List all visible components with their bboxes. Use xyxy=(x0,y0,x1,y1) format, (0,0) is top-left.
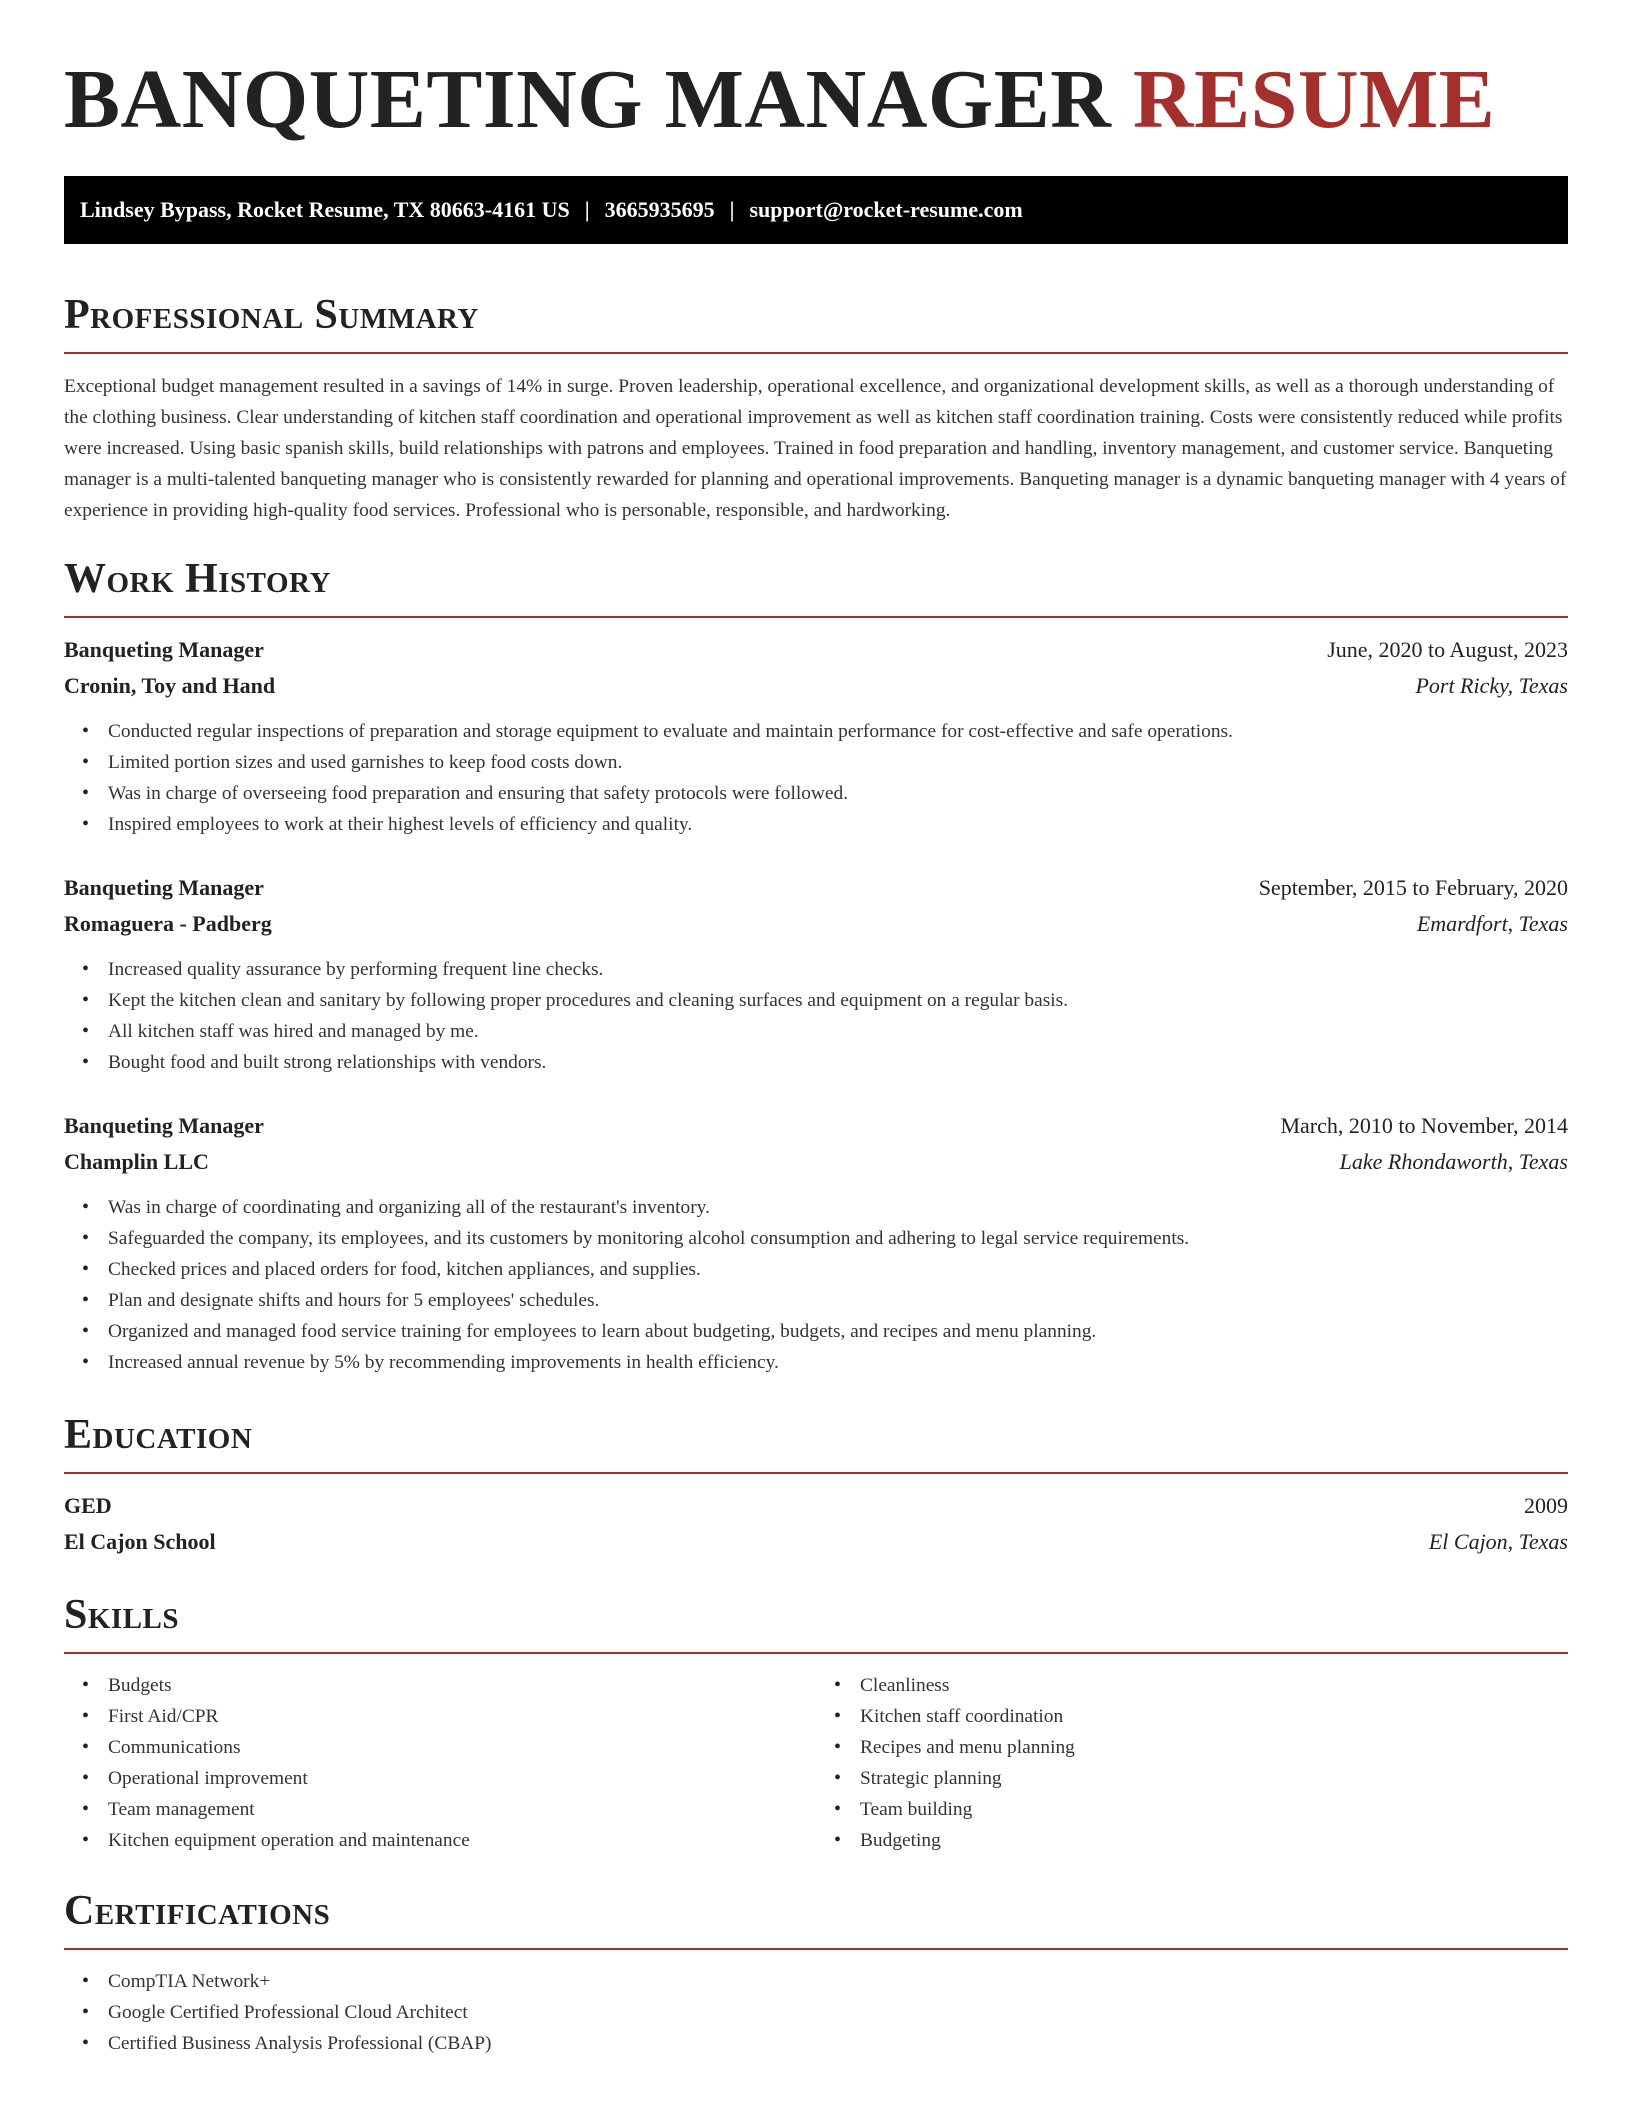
contact-bar xyxy=(64,176,1568,244)
job-company: Champlin LLC xyxy=(64,1149,209,1174)
list-item: • Operational improvement xyxy=(108,1763,816,1794)
skills-list-right xyxy=(816,1670,1568,1856)
job-location: Port Ricky, Texas xyxy=(1415,673,1568,698)
list-item: • Team building xyxy=(860,1794,1568,1825)
contact-separator: | xyxy=(729,197,735,222)
contact-separator: | xyxy=(584,197,590,222)
summary-section xyxy=(64,294,1568,526)
certifications-heading: Certifications xyxy=(64,1890,1568,1950)
list-item: • Conducted regular inspections of preparation and storage equipment to evaluate and maintain performance for cost-effective and safe operations. xyxy=(108,716,1568,747)
skills-heading: Skills xyxy=(64,1594,1568,1654)
list-item: • Checked prices and placed orders for food, kitchen appliances, and supplies. xyxy=(108,1254,1568,1285)
resume-page xyxy=(64,0,1568,2059)
job-company-row xyxy=(64,668,1568,704)
certifications-section xyxy=(64,1890,1568,2059)
job-title-row xyxy=(64,1108,1568,1144)
job-title: Banqueting Manager xyxy=(64,637,264,662)
summary-text: Exceptional budget management resulted in a savings of 14% in surge. Proven leadership, operational excellence, and organizational development skills, as well as a thorough understanding of the clothing business. Clear understanding of kitchen staff coordination and operational improvement as well as kitchen staff coordination training. Costs were consistently reduced while profits were increased. Using basic spanish skills, build relationships with patrons and employees. Trained in food preparation and handling, inventory management, and customer service. Banqueting manager is a multi-talented banqueting manager who is consistently rewarded for planning and operational improvements. Banqueting manager is a dynamic banqueting manager with 4 years of experience in providing high-quality food services. Professional who is personable, responsible, and hardworking. xyxy=(64,376,1567,521)
list-item: • Communications xyxy=(108,1732,816,1763)
job-location: Emardfort, Texas xyxy=(1416,911,1568,936)
summary-heading: Professional Summary xyxy=(64,294,1568,354)
list-item: • Recipes and menu planning xyxy=(860,1732,1568,1763)
skills-list-left xyxy=(64,1670,816,1856)
job-company-row xyxy=(64,1144,1568,1180)
job-dates: September, 2015 to February, 2020 xyxy=(1258,875,1568,900)
certifications-list xyxy=(64,1966,1568,2059)
list-item: • Increased quality assurance by performing frequent line checks. xyxy=(108,954,1568,985)
job-company-row xyxy=(64,906,1568,942)
list-item: • Safeguarded the company, its employees, and its customers by monitoring alcohol consumption and adhering to legal service requirements. xyxy=(108,1223,1568,1254)
job-title-row xyxy=(64,632,1568,668)
contact-phone: 3665935695 xyxy=(604,197,715,222)
education-degree-row xyxy=(64,1488,1568,1524)
title-accent: RESUME xyxy=(1132,53,1496,146)
list-item: • Limited portion sizes and used garnishes to keep food costs down. xyxy=(108,747,1568,778)
job-bullets xyxy=(64,1192,1568,1378)
list-item: • Certified Business Analysis Professional (CBAP) xyxy=(108,2028,1568,2059)
title-main: BANQUETING MANAGER xyxy=(64,53,1112,146)
job-title-row xyxy=(64,870,1568,906)
list-item: • Kitchen staff coordination xyxy=(860,1701,1568,1732)
list-item: • Kept the kitchen clean and sanitary by following proper procedures and cleaning surfaces and equipment on a regular basis. xyxy=(108,985,1568,1016)
education-degree: GED xyxy=(64,1493,112,1518)
job-entry xyxy=(64,632,1568,840)
list-item: • Budgets xyxy=(108,1670,816,1701)
education-school: El Cajon School xyxy=(64,1529,216,1554)
job-dates: March, 2010 to November, 2014 xyxy=(1280,1113,1568,1138)
education-school-row xyxy=(64,1524,1568,1560)
list-item: • Organized and managed food service training for employees to learn about budgeting, budgets, and recipes and menu planning. xyxy=(108,1316,1568,1347)
list-item: • Was in charge of coordinating and organizing all of the restaurant's inventory. xyxy=(108,1192,1568,1223)
education-location: El Cajon, Texas xyxy=(1428,1529,1568,1554)
skills-columns xyxy=(64,1670,1568,1856)
list-item: • Budgeting xyxy=(860,1825,1568,1856)
job-location: Lake Rhondaworth, Texas xyxy=(1339,1149,1568,1174)
education-section xyxy=(64,1414,1568,1560)
job-title: Banqueting Manager xyxy=(64,875,264,900)
list-item: • Kitchen equipment operation and maintenance xyxy=(108,1825,816,1856)
work-section xyxy=(64,558,1568,1378)
list-item: • Google Certified Professional Cloud Architect xyxy=(108,1997,1568,2028)
contact-email: support@rocket-resume.com xyxy=(749,197,1023,222)
job-company: Cronin, Toy and Hand xyxy=(64,673,276,698)
list-item: • Cleanliness xyxy=(860,1670,1568,1701)
job-bullets xyxy=(64,954,1568,1078)
job-entry xyxy=(64,870,1568,1078)
list-item: • CompTIA Network+ xyxy=(108,1966,1568,1997)
contact-address: Lindsey Bypass, Rocket Resume, TX 80663-4161 US xyxy=(80,197,570,222)
list-item: • Strategic planning xyxy=(860,1763,1568,1794)
job-title: Banqueting Manager xyxy=(64,1113,264,1138)
list-item: • Team management xyxy=(108,1794,816,1825)
job-dates: June, 2020 to August, 2023 xyxy=(1327,637,1568,662)
resume-title xyxy=(64,0,1568,146)
education-heading: Education xyxy=(64,1414,1568,1474)
skills-section xyxy=(64,1594,1568,1856)
job-entry xyxy=(64,1108,1568,1378)
work-heading: Work History xyxy=(64,558,1568,618)
list-item: • Bought food and built strong relationships with vendors. xyxy=(108,1047,1568,1078)
education-year: 2009 xyxy=(1524,1493,1568,1518)
list-item: • All kitchen staff was hired and managed by me. xyxy=(108,1016,1568,1047)
list-item: • Increased annual revenue by 5% by recommending improvements in health efficiency. xyxy=(108,1347,1568,1378)
job-company: Romaguera - Padberg xyxy=(64,911,272,936)
job-bullets xyxy=(64,716,1568,840)
list-item: • Was in charge of overseeing food preparation and ensuring that safety protocols were followed. xyxy=(108,778,1568,809)
list-item: • First Aid/CPR xyxy=(108,1701,816,1732)
list-item: • Inspired employees to work at their highest levels of efficiency and quality. xyxy=(108,809,1568,840)
list-item: • Plan and designate shifts and hours for 5 employees' schedules. xyxy=(108,1285,1568,1316)
